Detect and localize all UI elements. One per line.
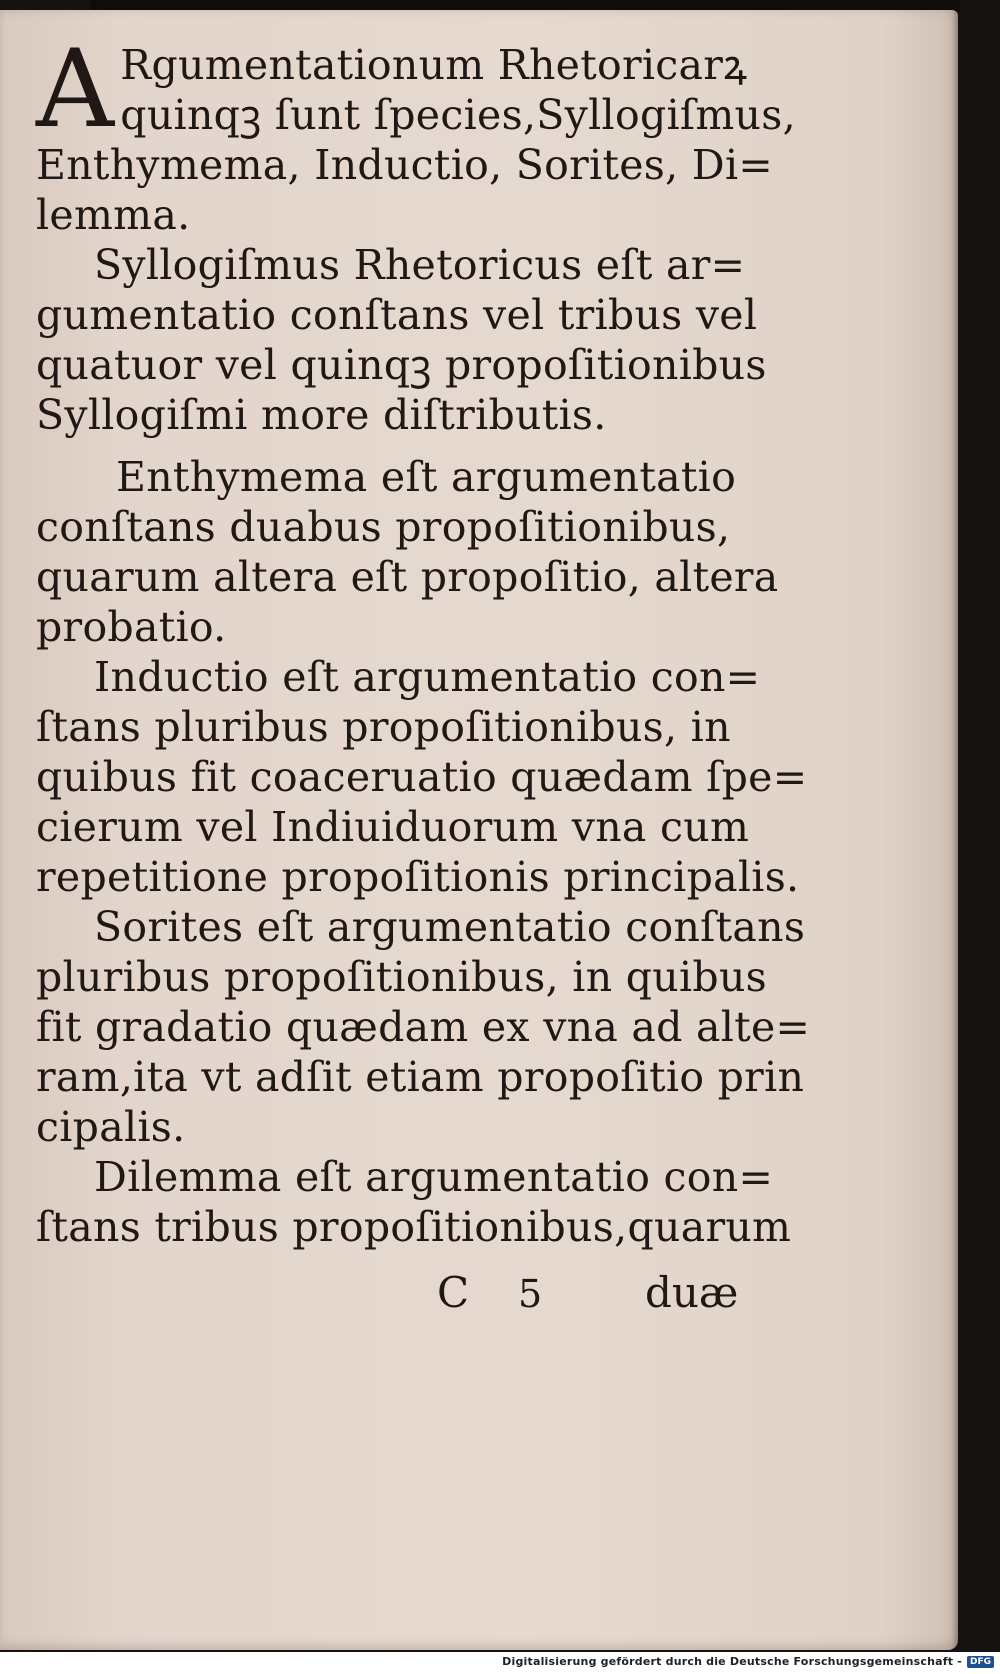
- text-line: ſtans pluribus propoſitionibus, in: [36, 703, 731, 751]
- digitization-footer: [0, 1652, 1000, 1674]
- page-foot: [0, 1268, 958, 1324]
- book-page: [0, 10, 958, 1650]
- text-line: ram,ita vt adſit etiam propoſitio prin: [36, 1053, 805, 1101]
- signature-mark: C: [437, 1268, 470, 1317]
- paragraph-dilemma: [36, 1152, 792, 1252]
- text-line: repetitione propoſitionis principalis.: [36, 853, 800, 901]
- dfg-logo: DFG: [967, 1656, 994, 1668]
- text-line: quatuor vel quinqꝫ propoſitionibus: [36, 341, 767, 389]
- paragraph-inductio: [36, 652, 808, 902]
- text-line: Enthymema, Inductio, Sorites, Di=: [36, 141, 774, 189]
- paragraph-syllogismus: [36, 240, 767, 440]
- text-line: fit gradatio quædam ex vna ad alte=: [36, 1003, 811, 1051]
- text-line: Sorites eſt argumentatio conſtans: [94, 903, 806, 951]
- paragraph-enthymema: [36, 452, 779, 652]
- text-line: ſtans tribus propoſitionibus,quarum: [36, 1203, 792, 1251]
- page-text: [36, 27, 811, 1252]
- text-line: conſtans duabus propoſitionibus,: [36, 503, 731, 551]
- paragraph-categories: [36, 27, 796, 240]
- text-line: Syllogiſmus Rhetoricus eſt ar=: [94, 241, 746, 289]
- funding-note: Digitalisierung gefördert durch die Deutsche Forschungsgemeinschaft -: [502, 1655, 962, 1668]
- text-line: Rgumentationum Rhetoricarꝝ: [120, 41, 748, 89]
- text-line: Dilemma eſt argumentatio con=: [94, 1153, 774, 1201]
- text-line: probatio.: [36, 603, 227, 651]
- text-line: Enthymema eſt argumentatio: [116, 453, 737, 501]
- text-line: lemma.: [36, 191, 191, 239]
- text-line: quarum altera eſt propoſitio, altera: [36, 553, 779, 601]
- signature-number: 5: [518, 1272, 543, 1316]
- paragraph-sorites: [36, 902, 811, 1152]
- text-line: Syllogiſmi more diſtributis.: [36, 391, 607, 439]
- text-line: quibus fit coaceruatio quædam ſpe=: [36, 753, 808, 801]
- catchword: duæ: [645, 1268, 739, 1317]
- text-line: pluribus propoſitionibus, in quibus: [36, 953, 768, 1001]
- text-line: cierum vel Indiuiduorum vna cum: [36, 803, 750, 851]
- drop-cap: A: [36, 27, 115, 152]
- text-line: gumentatio conſtans vel tribus vel: [36, 291, 758, 339]
- text-line: cipalis.: [36, 1103, 186, 1151]
- text-line: Inductio eſt argumentatio con=: [94, 653, 761, 701]
- text-line: quinqꝫ ſunt ſpecies,Syllogiſmus,: [120, 91, 796, 139]
